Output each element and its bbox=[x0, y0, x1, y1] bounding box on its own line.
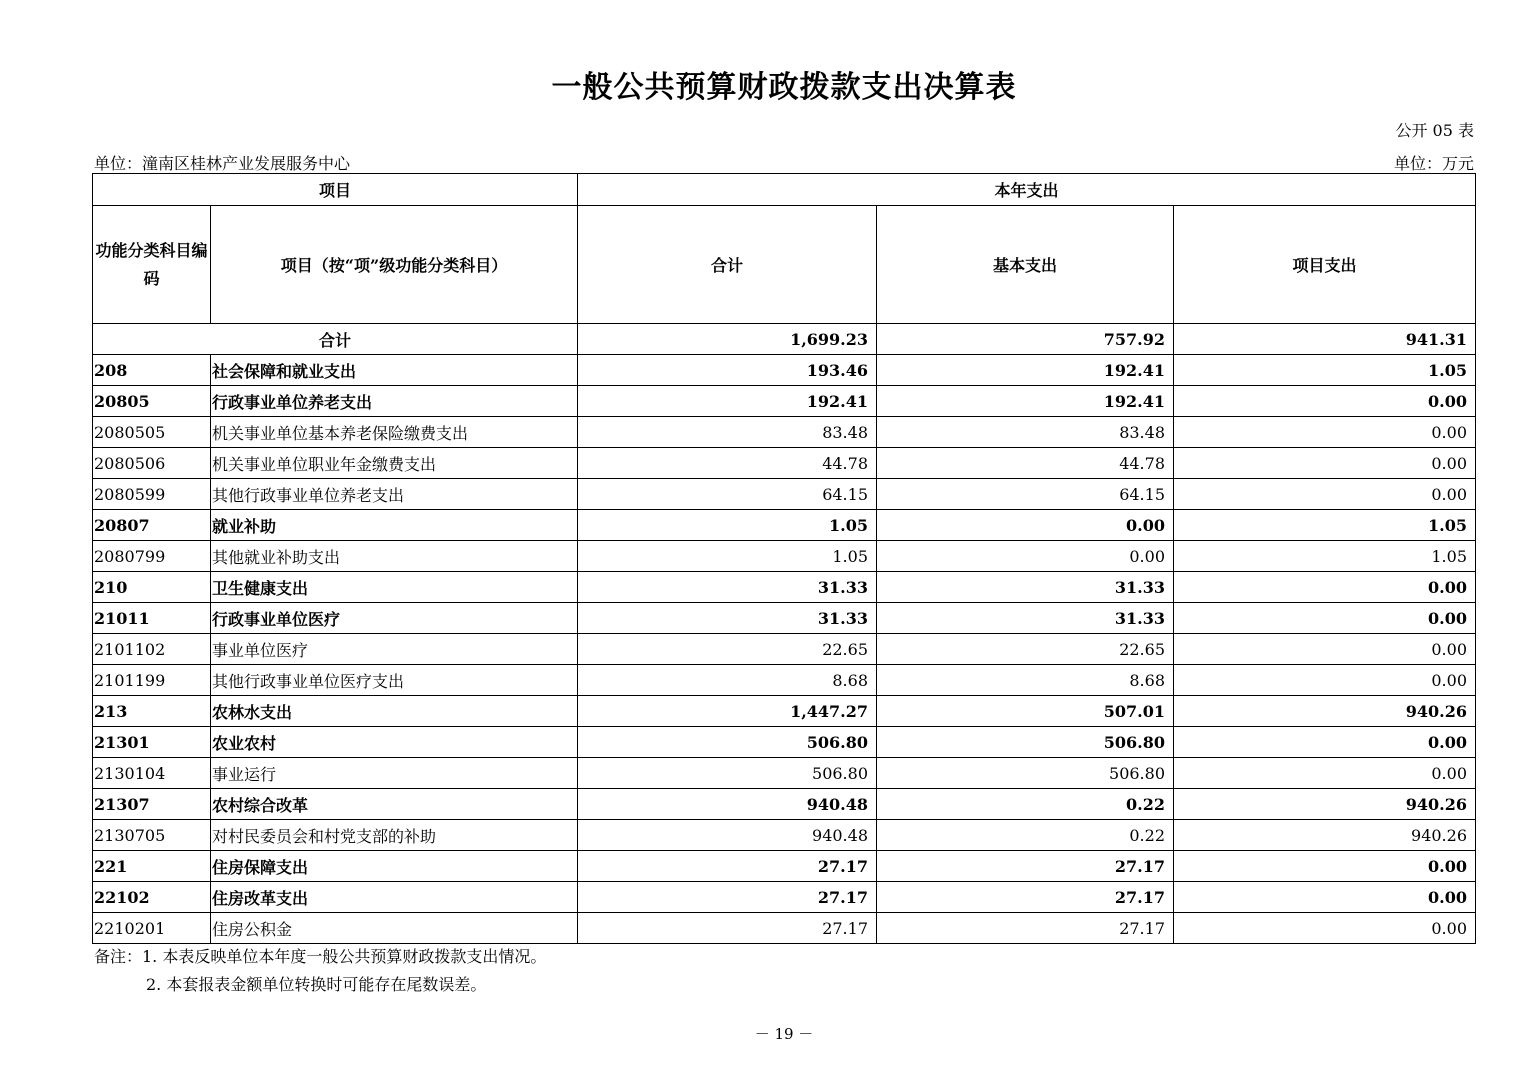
project-cell: 0.00 bbox=[1174, 386, 1476, 417]
table-row bbox=[93, 851, 1476, 882]
total-cell: 1.05 bbox=[578, 510, 877, 541]
project-cell: 0.00 bbox=[1174, 758, 1476, 789]
name-cell: 机关事业单位基本养老保险缴费支出 bbox=[211, 417, 578, 448]
name-cell: 住房改革支出 bbox=[211, 882, 578, 913]
code-cell: 2080506 bbox=[93, 448, 211, 479]
total-cell: 83.48 bbox=[578, 417, 877, 448]
code-cell: 213 bbox=[93, 696, 211, 727]
table-row bbox=[93, 758, 1476, 789]
total-cell: 192.41 bbox=[578, 386, 877, 417]
code-cell: 2130104 bbox=[93, 758, 211, 789]
project-cell: 0.00 bbox=[1174, 882, 1476, 913]
project-cell: 0.00 bbox=[1174, 665, 1476, 696]
project-cell: 1.05 bbox=[1174, 355, 1476, 386]
basic-cell: 27.17 bbox=[877, 882, 1174, 913]
basic-cell: 0.00 bbox=[877, 510, 1174, 541]
table-row bbox=[93, 820, 1476, 851]
name-cell: 就业补助 bbox=[211, 510, 578, 541]
table-row bbox=[93, 386, 1476, 417]
form-number: 公开 05 表 bbox=[1395, 121, 1474, 140]
basic-cell: 31.33 bbox=[877, 603, 1174, 634]
header-project: 项目支出 bbox=[1174, 206, 1476, 324]
total-cell: 1.05 bbox=[578, 541, 877, 572]
name-cell: 事业单位医疗 bbox=[211, 634, 578, 665]
code-cell: 20805 bbox=[93, 386, 211, 417]
basic-cell: 27.17 bbox=[877, 851, 1174, 882]
header-total: 合计 bbox=[578, 206, 877, 324]
total-cell: 506.80 bbox=[578, 758, 877, 789]
table-row bbox=[93, 355, 1476, 386]
header-item-detail: 项目（按“项”级功能分类科目） bbox=[211, 206, 578, 324]
name-cell: 住房公积金 bbox=[211, 913, 578, 944]
table-row bbox=[93, 696, 1476, 727]
name-cell: 对村民委员会和村党支部的补助 bbox=[211, 820, 578, 851]
total-cell: 1,447.27 bbox=[578, 696, 877, 727]
name-cell: 其他就业补助支出 bbox=[211, 541, 578, 572]
project-cell: 0.00 bbox=[1174, 603, 1476, 634]
note-2: 2. 本套报表金额单位转换时可能存在尾数误差。 bbox=[146, 975, 487, 994]
project-cell: 940.26 bbox=[1174, 696, 1476, 727]
total-project: 941.31 bbox=[1174, 324, 1476, 355]
name-cell: 事业运行 bbox=[211, 758, 578, 789]
name-cell: 农林水支出 bbox=[211, 696, 578, 727]
note-1: 备注：1. 本表反映单位本年度一般公共预算财政拨款支出情况。 bbox=[94, 947, 547, 966]
name-cell: 其他行政事业单位医疗支出 bbox=[211, 665, 578, 696]
table-row bbox=[93, 665, 1476, 696]
basic-cell: 507.01 bbox=[877, 696, 1174, 727]
table-row bbox=[93, 448, 1476, 479]
total-cell: 940.48 bbox=[578, 820, 877, 851]
code-cell: 21307 bbox=[93, 789, 211, 820]
basic-cell: 506.80 bbox=[877, 727, 1174, 758]
table-row bbox=[93, 479, 1476, 510]
project-cell: 0.00 bbox=[1174, 851, 1476, 882]
basic-cell: 8.68 bbox=[877, 665, 1174, 696]
table-row bbox=[93, 634, 1476, 665]
currency-unit: 单位：万元 bbox=[1393, 154, 1474, 173]
project-cell: 940.26 bbox=[1174, 789, 1476, 820]
total-cell: 940.48 bbox=[578, 789, 877, 820]
project-cell: 0.00 bbox=[1174, 913, 1476, 944]
header-row-bottom bbox=[93, 206, 1476, 324]
code-cell: 21011 bbox=[93, 603, 211, 634]
code-cell: 20807 bbox=[93, 510, 211, 541]
total-cell: 27.17 bbox=[578, 913, 877, 944]
header-basic: 基本支出 bbox=[877, 206, 1174, 324]
page-number: － 19 － bbox=[754, 1025, 814, 1043]
basic-cell: 0.22 bbox=[877, 820, 1174, 851]
project-cell: 1.05 bbox=[1174, 541, 1476, 572]
total-cell: 27.17 bbox=[578, 851, 877, 882]
code-cell: 2080599 bbox=[93, 479, 211, 510]
total-cell: 27.17 bbox=[578, 882, 877, 913]
total-basic: 757.92 bbox=[877, 324, 1174, 355]
project-cell: 0.00 bbox=[1174, 634, 1476, 665]
header-row-top bbox=[93, 174, 1476, 206]
header-code: 功能分类科目编码 bbox=[93, 206, 211, 324]
total-label: 合计 bbox=[93, 324, 578, 355]
total-cell: 22.65 bbox=[578, 634, 877, 665]
name-cell: 农村综合改革 bbox=[211, 789, 578, 820]
name-cell: 行政事业单位养老支出 bbox=[211, 386, 578, 417]
basic-cell: 506.80 bbox=[877, 758, 1174, 789]
header-current-year: 本年支出 bbox=[578, 174, 1476, 206]
code-cell: 2080799 bbox=[93, 541, 211, 572]
total-cell: 8.68 bbox=[578, 665, 877, 696]
project-cell: 0.00 bbox=[1174, 448, 1476, 479]
basic-cell: 44.78 bbox=[877, 448, 1174, 479]
basic-cell: 64.15 bbox=[877, 479, 1174, 510]
code-cell: 221 bbox=[93, 851, 211, 882]
name-cell: 社会保障和就业支出 bbox=[211, 355, 578, 386]
total-cell: 506.80 bbox=[578, 727, 877, 758]
table-row bbox=[93, 913, 1476, 944]
table-row bbox=[93, 417, 1476, 448]
basic-cell: 83.48 bbox=[877, 417, 1174, 448]
name-cell: 行政事业单位医疗 bbox=[211, 603, 578, 634]
table-row bbox=[93, 572, 1476, 603]
project-cell: 0.00 bbox=[1174, 417, 1476, 448]
reporting-unit: 单位：潼南区桂林产业发展服务中心 bbox=[94, 154, 351, 173]
name-cell: 其他行政事业单位养老支出 bbox=[211, 479, 578, 510]
total-cell: 31.33 bbox=[578, 572, 877, 603]
code-cell: 2130705 bbox=[93, 820, 211, 851]
total-cell: 31.33 bbox=[578, 603, 877, 634]
project-cell: 0.00 bbox=[1174, 479, 1476, 510]
name-cell: 住房保障支出 bbox=[211, 851, 578, 882]
project-cell: 0.00 bbox=[1174, 572, 1476, 603]
code-cell: 22102 bbox=[93, 882, 211, 913]
code-cell: 210 bbox=[93, 572, 211, 603]
name-cell: 农业农村 bbox=[211, 727, 578, 758]
report-title: 一般公共预算财政拨款支出决算表 bbox=[551, 70, 1017, 105]
project-cell: 0.00 bbox=[1174, 727, 1476, 758]
table-row bbox=[93, 882, 1476, 913]
basic-cell: 0.22 bbox=[877, 789, 1174, 820]
total-row bbox=[93, 324, 1476, 355]
basic-cell: 22.65 bbox=[877, 634, 1174, 665]
basic-cell: 27.17 bbox=[877, 913, 1174, 944]
total-cell: 44.78 bbox=[578, 448, 877, 479]
code-cell: 2080505 bbox=[93, 417, 211, 448]
project-cell: 940.26 bbox=[1174, 820, 1476, 851]
expenditure-table bbox=[92, 173, 1476, 944]
basic-cell: 0.00 bbox=[877, 541, 1174, 572]
table-row bbox=[93, 727, 1476, 758]
code-cell: 2101102 bbox=[93, 634, 211, 665]
total-cell: 193.46 bbox=[578, 355, 877, 386]
code-cell: 21301 bbox=[93, 727, 211, 758]
basic-cell: 192.41 bbox=[877, 386, 1174, 417]
table-row bbox=[93, 510, 1476, 541]
header-item: 项目 bbox=[93, 174, 578, 206]
table-row bbox=[93, 541, 1476, 572]
total-cell: 64.15 bbox=[578, 479, 877, 510]
code-cell: 2210201 bbox=[93, 913, 211, 944]
table-row bbox=[93, 789, 1476, 820]
basic-cell: 31.33 bbox=[877, 572, 1174, 603]
name-cell: 机关事业单位职业年金缴费支出 bbox=[211, 448, 578, 479]
code-cell: 208 bbox=[93, 355, 211, 386]
total-amount: 1,699.23 bbox=[578, 324, 877, 355]
code-cell: 2101199 bbox=[93, 665, 211, 696]
basic-cell: 192.41 bbox=[877, 355, 1174, 386]
project-cell: 1.05 bbox=[1174, 510, 1476, 541]
name-cell: 卫生健康支出 bbox=[211, 572, 578, 603]
table-row bbox=[93, 603, 1476, 634]
